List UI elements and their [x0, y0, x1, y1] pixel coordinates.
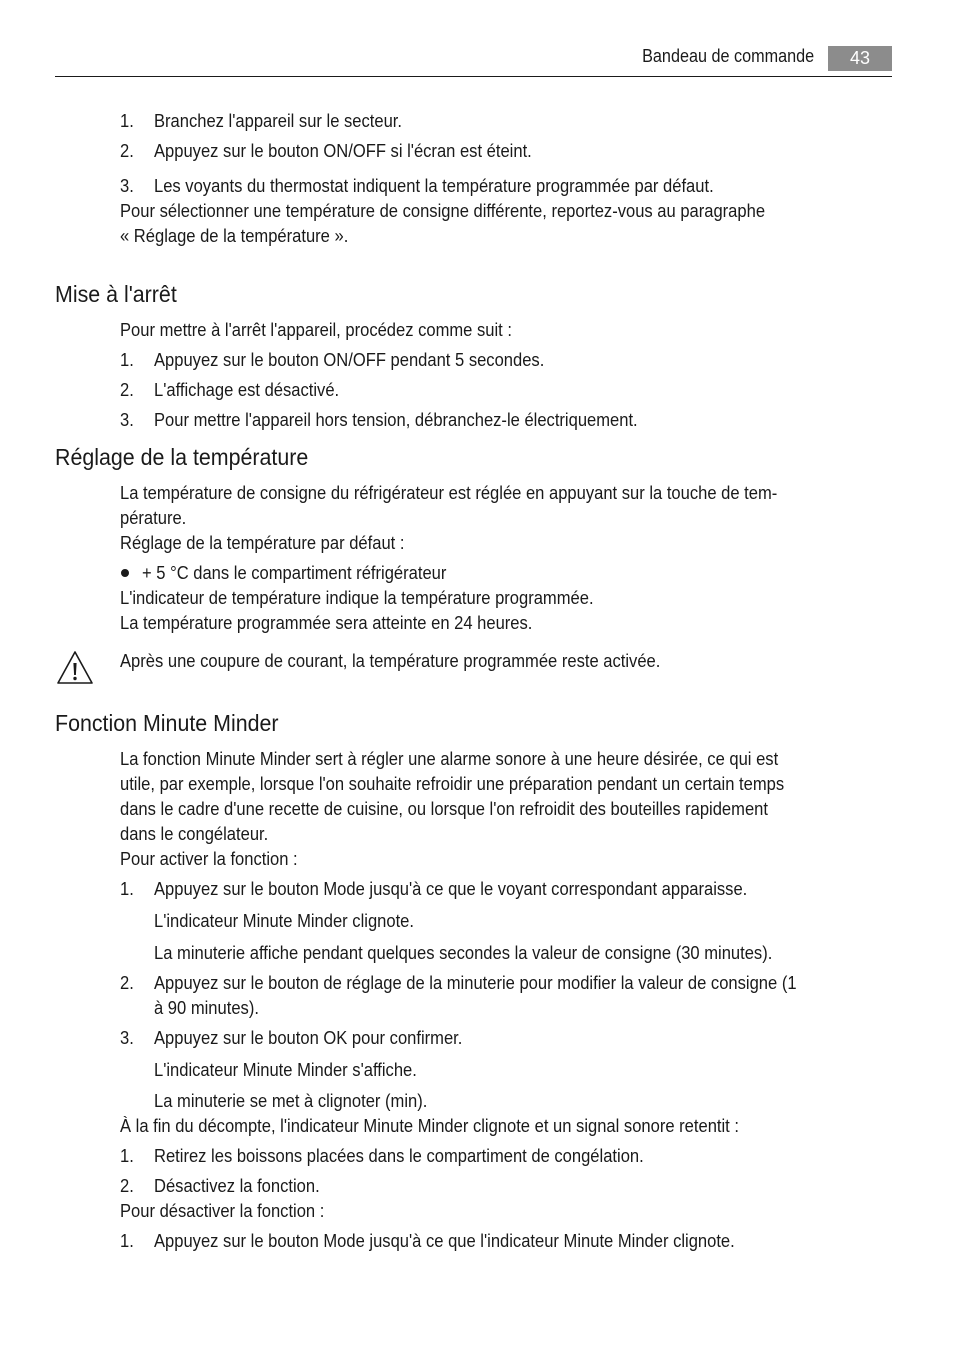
- minute-activate-intro: Pour activer la fonction :: [120, 849, 298, 869]
- minute-p1-line2: utile, par exemple, lorsque l'on souhaite refroidir une préparation pendant un certain temps: [120, 774, 785, 794]
- step-number: 1.: [120, 1146, 134, 1166]
- intro-step-2: Appuyez sur le bouton ON/OFF si l'écran est éteint.: [154, 141, 532, 161]
- minute-deactivate-step-1: Appuyez sur le bouton Mode jusqu'à ce que l'indicateur Minute Minder clignote.: [154, 1231, 735, 1251]
- minute-step-1-sub-2: La minuterie affiche pendant quelques secondes la valeur de consigne (30 minutes).: [154, 943, 773, 963]
- step-number: 1.: [120, 350, 134, 370]
- section-heading-mise-arret: Mise à l'arrêt: [55, 281, 177, 307]
- step-number: 1.: [120, 1231, 134, 1251]
- step-number: 3.: [120, 410, 134, 430]
- minute-step-1: Appuyez sur le bouton Mode jusqu'à ce que le voyant correspondant apparaisse.: [154, 879, 748, 899]
- step-number: 1.: [120, 111, 134, 131]
- intro-note-line2: « Réglage de la température ».: [120, 226, 349, 246]
- minute-end-step-1: Retirez les boissons placées dans le compartiment de congélation.: [154, 1146, 644, 1166]
- intro-note-line1: Pour sélectionner une température de consigne différente, reportez-vous au paragraphe: [120, 201, 766, 221]
- running-header-title: Bandeau de commande: [641, 46, 814, 66]
- section-heading-minute-minder: Fonction Minute Minder: [55, 710, 279, 736]
- minute-p1-line4: dans le congélateur.: [120, 824, 269, 844]
- minute-end-intro: À la fin du décompte, l'indicateur Minute Minder clignote et un signal sonore retentit :: [120, 1116, 739, 1136]
- minute-step-2-line2: à 90 minutes).: [154, 998, 259, 1018]
- intro-step-1: Branchez l'appareil sur le secteur.: [154, 111, 403, 131]
- mise-arret-step-2: L'affichage est désactivé.: [154, 380, 340, 400]
- section-heading-reglage: Réglage de la température: [55, 444, 309, 470]
- mise-arret-step-1: Appuyez sur le bouton ON/OFF pendant 5 secondes.: [154, 350, 545, 370]
- reglage-warning: Après une coupure de courant, la température programmée reste activée.: [120, 651, 661, 671]
- step-number: 2.: [120, 973, 134, 993]
- header-rule: [55, 76, 892, 77]
- minute-step-3: Appuyez sur le bouton OK pour confirmer.: [154, 1028, 463, 1048]
- page-number: 43: [828, 46, 892, 71]
- reglage-bullet: + 5 °C dans le compartiment réfrigérateur: [142, 563, 447, 583]
- reglage-p1-line1: La température de consigne du réfrigérateur est réglée en appuyant sur la touche de tem-: [120, 483, 778, 503]
- minute-p1-line3: dans le cadre d'une recette de cuisine, ou lorsque l'on refroidit des bouteilles rapidement: [120, 799, 768, 819]
- step-number: 2.: [120, 1176, 134, 1196]
- step-number: 2.: [120, 141, 134, 161]
- minute-step-1-sub-1: L'indicateur Minute Minder clignote.: [154, 911, 414, 931]
- minute-p1-line1: La fonction Minute Minder sert à régler une alarme sonore à une heure désirée, ce qui est: [120, 749, 779, 769]
- step-number: 2.: [120, 380, 134, 400]
- minute-step-3-sub-2: La minuterie se met à clignoter (min).: [154, 1091, 428, 1111]
- bullet-dot: [121, 569, 129, 577]
- minute-deactivate-intro: Pour désactiver la fonction :: [120, 1201, 325, 1221]
- mise-arret-intro: Pour mettre à l'arrêt l'appareil, procédez comme suit :: [120, 320, 512, 340]
- step-number: 1.: [120, 879, 134, 899]
- minute-step-3-sub-1: L'indicateur Minute Minder s'affiche.: [154, 1060, 417, 1080]
- reglage-p3: L'indicateur de température indique la température programmée.: [120, 588, 594, 608]
- minute-end-step-2: Désactivez la fonction.: [154, 1176, 320, 1196]
- intro-step-3: Les voyants du thermostat indiquent la température programmée par défaut.: [154, 176, 714, 196]
- minute-step-2-line1: Appuyez sur le bouton de réglage de la minuterie pour modifier la valeur de consigne (1: [154, 973, 797, 993]
- step-number: 3.: [120, 176, 134, 196]
- step-number: 3.: [120, 1028, 134, 1048]
- mise-arret-step-3: Pour mettre l'appareil hors tension, débranchez-le électriquement.: [154, 410, 638, 430]
- warning-icon: [56, 649, 94, 687]
- reglage-p4: La température programmée sera atteinte en 24 heures.: [120, 613, 533, 633]
- reglage-p2: Réglage de la température par défaut :: [120, 533, 405, 553]
- reglage-p1-line2: pérature.: [120, 508, 187, 528]
